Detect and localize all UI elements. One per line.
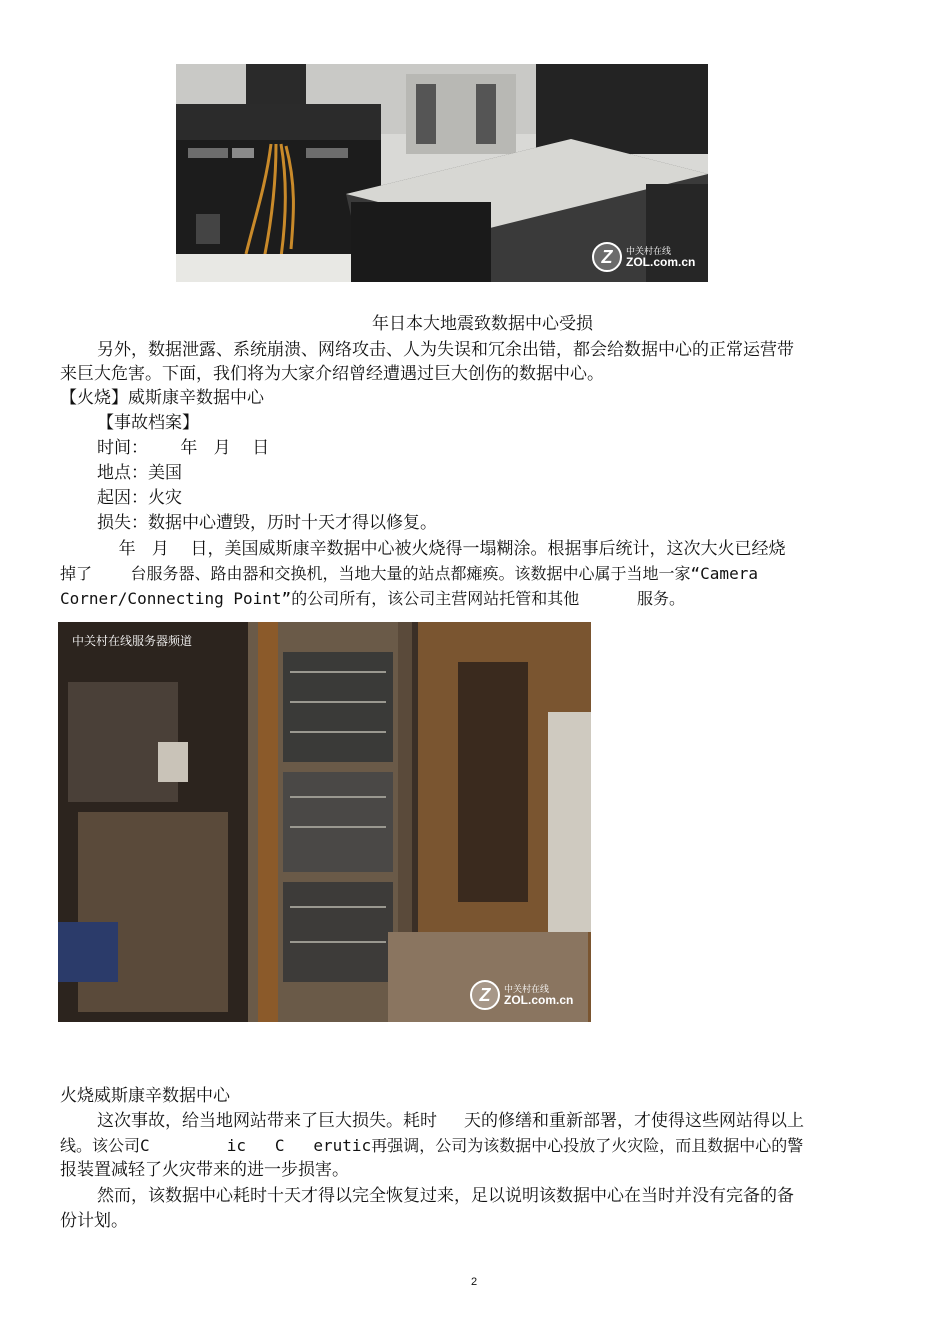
- channel-overlay-label: 中关村在线服务器频道: [72, 634, 193, 648]
- watermark-url: ZOL.com.cn: [504, 993, 574, 1007]
- body1-line-1: 年 月 日，美国威斯康辛数据中心被火烧得一塌糊涂。根据事后统计，这次大火已经烧: [97, 539, 786, 559]
- fire-datacenter-photo: [58, 622, 591, 1022]
- body2-line-2: 线。该公司C ic C erutic再强调，公司为该数据中心投放了火灾险，而且数据中心的警: [60, 1136, 804, 1155]
- earthquake-datacenter-photo: [176, 64, 708, 282]
- figure1-caption: 年日本大地震致数据中心受损: [372, 314, 593, 334]
- page-number: 2: [471, 1276, 478, 1288]
- zol-watermark-2: [470, 980, 573, 1010]
- zol-watermark: [592, 242, 695, 272]
- body2-line-1: 这次事故，给当地网站带来了巨大损失。耗时 天的修缮和重新部署，才使得这些网站得以上: [97, 1111, 805, 1131]
- watermark-cn: 中关村在线: [504, 984, 550, 994]
- section-heading: 【火烧】威斯康辛数据中心: [60, 388, 264, 408]
- zol-logo-icon: Z: [592, 242, 622, 272]
- intro-line-1: 另外，数据泄露、系统崩溃、网络攻击、人为失误和冗余出错，都会给数据中心的正常运营带: [97, 340, 794, 360]
- body1-line-3: Corner/Connecting Point”的公司所有，该公司主营网站托管和其他 服务。: [60, 589, 685, 608]
- archive-place: 地点：美国: [97, 463, 182, 483]
- archive-time: 时间： 年 月 日: [97, 438, 270, 458]
- body3-line-1: 然而，该数据中心耗时十天才得以完全恢复过来，足以说明该数据中心在当时并没有完备的备: [97, 1186, 794, 1206]
- archive-cause: 起因：火灾: [97, 488, 182, 508]
- archive-heading: 【事故档案】: [97, 413, 199, 433]
- watermark-url: ZOL.com.cn: [626, 255, 696, 269]
- archive-loss: 损失：数据中心遭毁，历时十天才得以修复。: [97, 513, 437, 533]
- body3-line-2: 份计划。: [60, 1211, 128, 1231]
- intro-line-2: 来巨大危害。下面，我们将为大家介绍曾经遭遇过巨大创伤的数据中心。: [60, 364, 604, 384]
- body2-line-3: 报装置减轻了火灾带来的进一步损害。: [60, 1160, 349, 1180]
- figure2-caption: 火烧威斯康辛数据中心: [60, 1086, 230, 1106]
- watermark-cn: 中关村在线: [626, 246, 672, 256]
- zol-logo-icon: Z: [470, 980, 500, 1010]
- body1-line-2: 掉了 台服务器、路由器和交换机，当地大量的站点都瘫痪。该数据中心属于当地一家“Camera: [60, 564, 758, 583]
- burned-room-illustration: [58, 622, 591, 1022]
